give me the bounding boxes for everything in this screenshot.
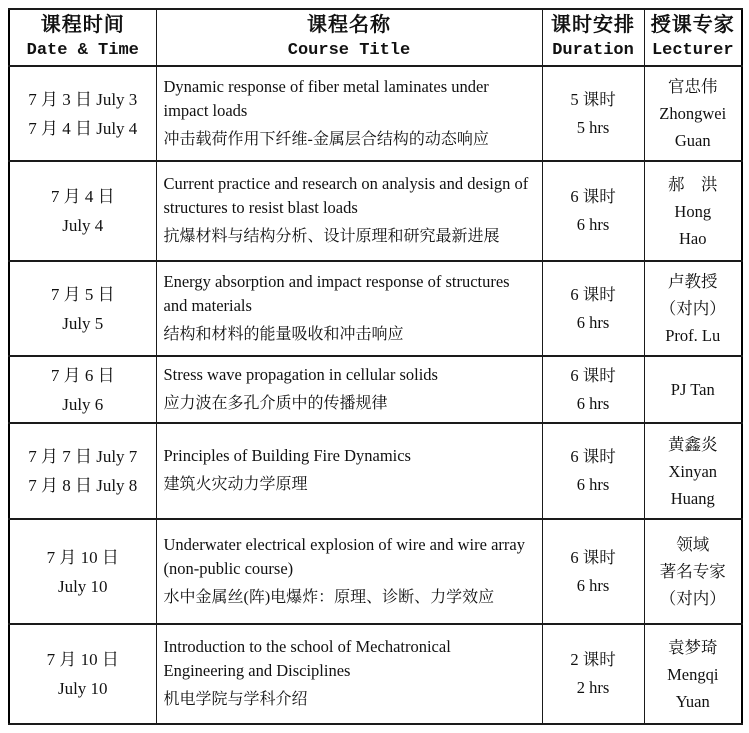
lecturer-line: 郝 洪 [668, 174, 718, 194]
course-row [9, 356, 742, 423]
lecturer-cell [644, 624, 742, 724]
course-title-zh: 应力波在多孔介质中的传播规律 [163, 394, 388, 412]
date-line: 7 月 4 日 July 4 [28, 118, 138, 138]
header-cell-date-time [9, 9, 156, 66]
lecturer-line: （对内） [659, 589, 726, 608]
lecturer-line: Huang [670, 488, 715, 508]
date-line: 7 月 7 日 July 7 [28, 447, 138, 466]
course-row [9, 519, 742, 624]
header-lecturer-zh: 授课专家 [650, 14, 735, 36]
duration-cell [542, 161, 644, 261]
course-title-en: Principles of Building Fire Dynamics [163, 446, 411, 465]
course-row [9, 423, 742, 519]
date-cell [9, 519, 156, 624]
lecturer-line: PJ Tan [670, 380, 715, 399]
duration-zh: 6 课时 [570, 447, 616, 466]
header-cell-lecturer [644, 9, 742, 66]
lecturer-cell [644, 66, 742, 161]
course-title-zh: 结构和材料的能量吸收和冲击响应 [163, 325, 404, 343]
header-lecturer-en: Lecturer [651, 41, 734, 60]
course-cell [156, 519, 542, 624]
course-title-en: Underwater electrical explosion of wire and wire array (non-public course) [163, 534, 525, 578]
duration-en: 6 hrs [576, 393, 610, 413]
header-cell-duration [542, 9, 644, 66]
date-line: 7 月 6 日 [50, 365, 115, 385]
lecturer-line: 领域 [676, 535, 710, 554]
course-title-en: Dynamic response of fiber metal laminates under impact loads [163, 76, 489, 120]
duration-zh: 6 课时 [570, 187, 616, 206]
table-header [9, 9, 742, 66]
duration-cell [542, 66, 644, 161]
course-cell [156, 66, 542, 161]
date-line: 7 月 8 日 July 8 [28, 476, 138, 495]
date-cell [9, 161, 156, 261]
duration-en: 5 hrs [576, 117, 610, 137]
date-line: July 5 [62, 313, 104, 333]
date-line: July 6 [62, 394, 104, 414]
header-date-time-en: Date & Time [26, 41, 139, 60]
header-row [9, 9, 742, 66]
date-line: July 10 [57, 679, 108, 698]
date-line: 7 月 4 日 [50, 187, 115, 206]
lecturer-line: （对内） [659, 299, 726, 318]
date-cell [9, 624, 156, 724]
lecturer-line: Hong [674, 201, 712, 221]
course-cell [156, 161, 542, 261]
date-line: July 4 [62, 216, 104, 235]
duration-zh: 6 课时 [570, 284, 616, 304]
course-title-zh: 水中金属丝(阵)电爆炸：原理、诊断、力学效应 [163, 588, 495, 606]
duration-en: 6 hrs [576, 312, 610, 332]
course-title-zh: 抗爆材料与结构分析、设计原理和研究最新进展 [163, 228, 500, 245]
header-duration-zh: 课时安排 [551, 14, 635, 36]
course-cell [156, 356, 542, 423]
date-cell [9, 66, 156, 161]
duration-zh: 2 课时 [570, 650, 616, 669]
date-line: 7 月 10 日 [46, 547, 119, 567]
date-cell [9, 356, 156, 423]
duration-en: 2 hrs [576, 678, 610, 697]
date-line: 7 月 5 日 [50, 284, 115, 304]
duration-cell [542, 261, 644, 356]
course-row [9, 66, 742, 161]
course-row [9, 624, 742, 724]
table-body [9, 66, 742, 724]
lecturer-line: Xinyan [668, 461, 718, 481]
course-title-en: Stress wave propagation in cellular solids [163, 364, 438, 384]
course-title-zh: 机电学院与学科介绍 [163, 691, 308, 708]
course-row [9, 261, 742, 356]
lecturer-line: 卢教授 [668, 272, 718, 291]
duration-zh: 6 课时 [570, 547, 616, 567]
header-course-title-en: Course Title [287, 41, 411, 60]
course-title-zh: 建筑火灾动力学原理 [163, 476, 308, 493]
lecturer-line: Hao [679, 228, 707, 248]
lecturer-line: Yuan [675, 691, 710, 711]
duration-cell [542, 624, 644, 724]
course-cell [156, 261, 542, 356]
date-cell [9, 261, 156, 356]
lecturer-line: 袁梦琦 [668, 637, 718, 657]
header-course-title-zh: 课程名称 [307, 14, 391, 36]
date-line: 7 月 10 日 [46, 650, 119, 669]
lecturer-cell [644, 356, 742, 423]
duration-zh: 5 课时 [570, 89, 616, 109]
course-title-en: Introduction to the school of Mechatronical Engineering and Disciplines [163, 637, 451, 680]
header-date-time-zh: 课程时间 [40, 14, 125, 36]
lecturer-cell [644, 161, 742, 261]
lecturer-line: 官忠伟 [668, 77, 718, 96]
lecturer-cell [644, 519, 742, 624]
duration-en: 6 hrs [576, 215, 610, 234]
date-line: 7 月 3 日 July 3 [28, 89, 138, 109]
course-title-zh: 冲击载荷作用下纤维-金属层合结构的动态响应 [163, 130, 489, 148]
lecturer-line: Mengqi [667, 664, 719, 684]
header-cell-course-title [156, 9, 542, 66]
date-cell [9, 423, 156, 519]
course-row [9, 161, 742, 261]
date-line: July 10 [57, 576, 108, 596]
duration-cell [542, 519, 644, 624]
course-schedule-table [8, 8, 743, 725]
lecturer-line: Prof. Lu [665, 326, 721, 345]
duration-en: 6 hrs [576, 475, 610, 494]
duration-en: 6 hrs [576, 575, 610, 595]
duration-cell [542, 423, 644, 519]
lecturer-cell [644, 423, 742, 519]
course-title-en: Current practice and research on analysis and design of structures to resist blast loads [163, 174, 529, 217]
lecturer-line: Zhongwei [659, 104, 727, 123]
course-title-en: Energy absorption and impact response of structures and materials [163, 271, 510, 315]
duration-zh: 6 课时 [570, 365, 616, 385]
duration-cell [542, 356, 644, 423]
course-cell [156, 423, 542, 519]
lecturer-line: 黄鑫炎 [668, 434, 718, 454]
lecturer-line: 著名专家 [659, 562, 726, 581]
header-duration-en: Duration [552, 41, 634, 60]
lecturer-cell [644, 261, 742, 356]
course-cell [156, 624, 542, 724]
lecturer-line: Guan [674, 131, 711, 150]
